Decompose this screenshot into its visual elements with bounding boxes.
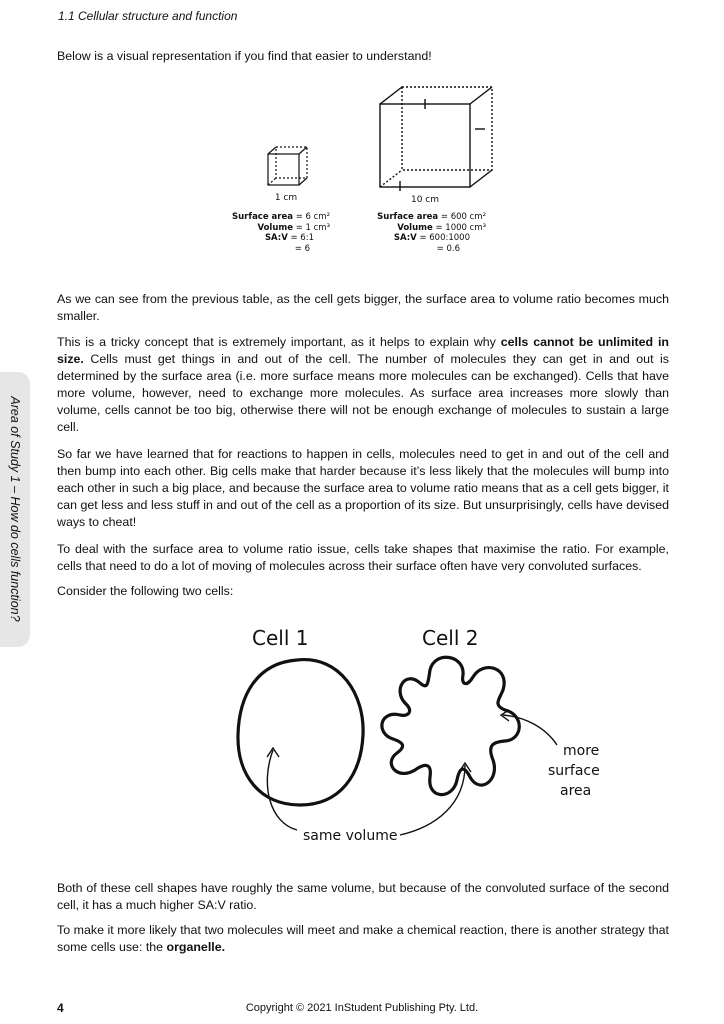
more-surface-line-3: area <box>560 783 592 799</box>
small-ratio-result: = 6 <box>294 243 310 254</box>
cell-2-label: Cell 2 <box>422 626 479 650</box>
large-cube <box>380 87 492 191</box>
paragraph-2-pre: This is a tricky concept that is extremely important, as it helps to explain why <box>57 335 501 349</box>
more-surface-line-1: more <box>563 743 600 759</box>
cell-1-circle <box>238 660 363 805</box>
paragraph-5: Consider the following two cells: <box>57 584 234 598</box>
section-header: 1.1 Cellular structure and function <box>58 9 238 23</box>
paragraph-7-bold: organelle. <box>166 940 226 954</box>
small-ratio-label: SA:V <box>264 233 288 243</box>
small-vol-label: Volume <box>257 222 293 233</box>
volume-arrow-left <box>267 750 297 830</box>
small-sa-value: = 6 cm² <box>295 212 330 222</box>
large-vol-label: Volume <box>397 222 433 233</box>
small-cube <box>268 147 307 185</box>
large-sa-value: = 600 cm² <box>440 212 486 222</box>
paragraph-7-pre: To make it more likely that two molecules will meet and make a chemical reaction, there is another strategy that some cells use: the <box>57 923 669 954</box>
paragraph-2-post: Cells must get things in and out of the cell. The number of molecules they can get in and out is determined by the surface area (i.e. more surface means more molecules can be exchanged). Cells that have more volume, however, need to exchange more molecules. As surface area increases more slowly than volume, cells cannot be too big, otherwise there will not be enough exchange of molecules to sustain a large cell. <box>57 352 669 434</box>
volume-arrow-right <box>400 765 465 835</box>
cells-illustration <box>225 615 625 850</box>
paragraph-7 <box>57 922 669 956</box>
copyright: Copyright © 2021 InStudent Publishing Pty. Ltd. <box>245 1002 479 1014</box>
small-cube-stats <box>228 212 330 254</box>
more-surface-line-2: surface <box>548 763 600 779</box>
large-vol-value: = 1000 cm³ <box>435 222 486 233</box>
large-cube-stats <box>368 212 486 254</box>
cell-1-label: Cell 1 <box>252 626 309 650</box>
paragraph-2 <box>57 334 669 436</box>
same-volume-label: same volume <box>303 828 398 844</box>
large-ratio-result: = 0.6 <box>436 243 460 254</box>
side-tab-label: Area of Study 1 – How do cells function? <box>8 396 22 622</box>
small-sa-label: Surface area <box>232 212 293 222</box>
paragraph-3: So far we have learned that for reactions to happen in cells, molecules need to get in and out of the cell and then bump into each other. Big cells make that harder because it’s less likely that the molecules will bump into each other in such a big place, and because the surface area to volume ratio means that as a cell gets bigger, it can get less and less stuff in and out of the cell as a proportion of its size. But unsurprisingly, cells have devised ways to cheat! <box>57 447 669 529</box>
large-cube-label: 10 cm <box>410 195 440 205</box>
page-number: 4 <box>57 1001 64 1015</box>
cell-2-convoluted <box>382 657 519 794</box>
large-sa-label: Surface area <box>377 212 439 222</box>
small-cube-label: 1 cm <box>274 193 298 203</box>
intro-text: Below is a visual representation if you find that easier to understand! <box>57 49 432 63</box>
volume-arrow-left-head <box>267 748 279 757</box>
large-ratio-value: = 600:1000 <box>416 233 470 243</box>
paragraph-6: Both of these cell shapes have roughly the same volume, but because of the convoluted surface of the second cell, it has a much higher SA:V ratio. <box>57 881 669 912</box>
small-ratio-value: = 6:1 <box>290 233 314 243</box>
large-ratio-label: SA:V <box>393 233 417 243</box>
paragraph-2-bold: cells cannot be unlimited in size. <box>57 335 669 366</box>
paragraph-4: To deal with the surface area to volume ratio issue, cells take shapes that maximise the ratio. For example, cells that need to do a lot of moving of molecules across their surface often have very convoluted surfaces. <box>57 542 669 573</box>
cube-diagram <box>260 84 500 194</box>
small-vol-value: = 1 cm³ <box>295 222 330 233</box>
paragraph-1: As we can see from the previous table, as the cell gets bigger, the surface area to volume ratio becomes much smaller. <box>57 292 669 323</box>
